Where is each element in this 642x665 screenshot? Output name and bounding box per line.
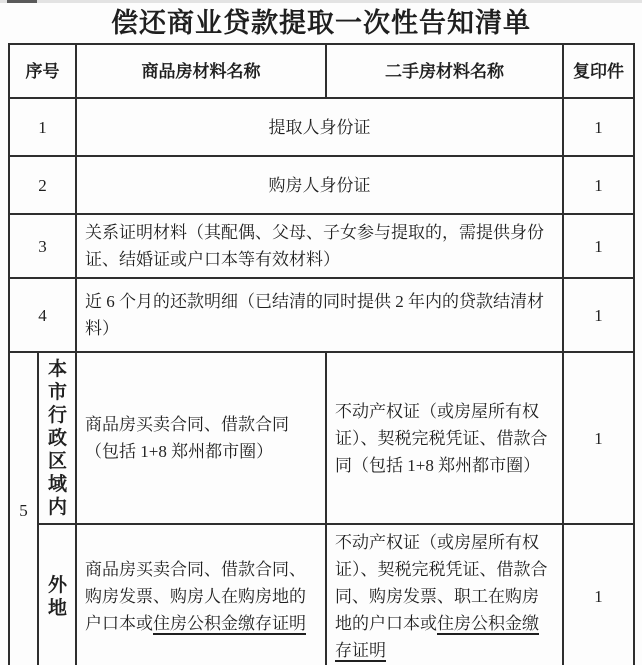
checklist-table: [8, 43, 635, 665]
scan-edge-artifact: [0, 0, 642, 3]
cell-local-secondhand: 不动产权证（或房屋所有权证）、契税完税凭证、借款合同（包括 1+8 郑州都市圈）: [326, 352, 563, 524]
header-commodity-material: 商品房材料名称: [76, 44, 326, 98]
commodity-text: 商品房买卖合同、借款合同、购房发票、购房人在购房地的户口本或: [85, 560, 306, 633]
header-secondhand-material: 二手房材料名称: [326, 44, 563, 98]
cell-index-2: 2: [9, 156, 76, 214]
table-row-3: [9, 214, 634, 278]
region-label-local: 本市行政区域内: [47, 358, 67, 518]
cell-material-4: 近 6 个月的还款明细（已结清的同时提供 2 年内的贷款结清材料）: [76, 278, 563, 352]
secondhand-text: 不动产权证（或房屋所有权证）、契税完税凭证、借款合同、购房发票、职工在购房地的户口本或: [335, 533, 548, 633]
cell-material-1: 提取人身份证: [76, 98, 563, 156]
region-label-outoftown: 外地: [47, 574, 67, 619]
cell-material-3: 关系证明材料（其配偶、父母、子女参与提取的，需提供身份证、结婚证或户口本等有效材料）: [76, 214, 563, 278]
commodity-underlined-text: 住房公积金缴存证明: [153, 614, 306, 633]
table-row-5-outoftown: [9, 524, 634, 665]
cell-material-2: 购房人身份证: [76, 156, 563, 214]
cell-region-local: [38, 352, 76, 524]
cell-region-outoftown: [38, 524, 76, 665]
cell-copies-5-local: 1: [563, 352, 634, 524]
table-row-4: [9, 278, 634, 352]
table-row-1: [9, 98, 634, 156]
cell-copies-2: 1: [563, 156, 634, 214]
table-row-2: [9, 156, 634, 214]
cell-outoftown-commodity: [76, 524, 326, 665]
header-copies: 复印件: [563, 44, 634, 98]
cell-outoftown-secondhand: [326, 524, 563, 665]
cell-copies-4: 1: [563, 278, 634, 352]
cell-index-1: 1: [9, 98, 76, 156]
header-index: 序号: [9, 44, 76, 98]
table-header-row: [9, 44, 634, 98]
cell-copies-1: 1: [563, 98, 634, 156]
cell-index-3: 3: [9, 214, 76, 278]
cell-copies-3: 1: [563, 214, 634, 278]
secondhand-underlined-text: 住房公积金缴存证明: [335, 614, 539, 660]
cell-index-5: 5: [9, 352, 38, 665]
cell-copies-5-outoftown: 1: [563, 524, 634, 665]
page-title: 偿还商业贷款提取一次性告知清单: [111, 8, 531, 38]
cell-index-4: 4: [9, 278, 76, 352]
cell-local-commodity: 商品房买卖合同、借款合同（包括 1+8 郑州都市圈）: [76, 352, 326, 524]
table-row-5-local: [9, 352, 634, 524]
scan-mark-artifact: [7, 0, 37, 3]
